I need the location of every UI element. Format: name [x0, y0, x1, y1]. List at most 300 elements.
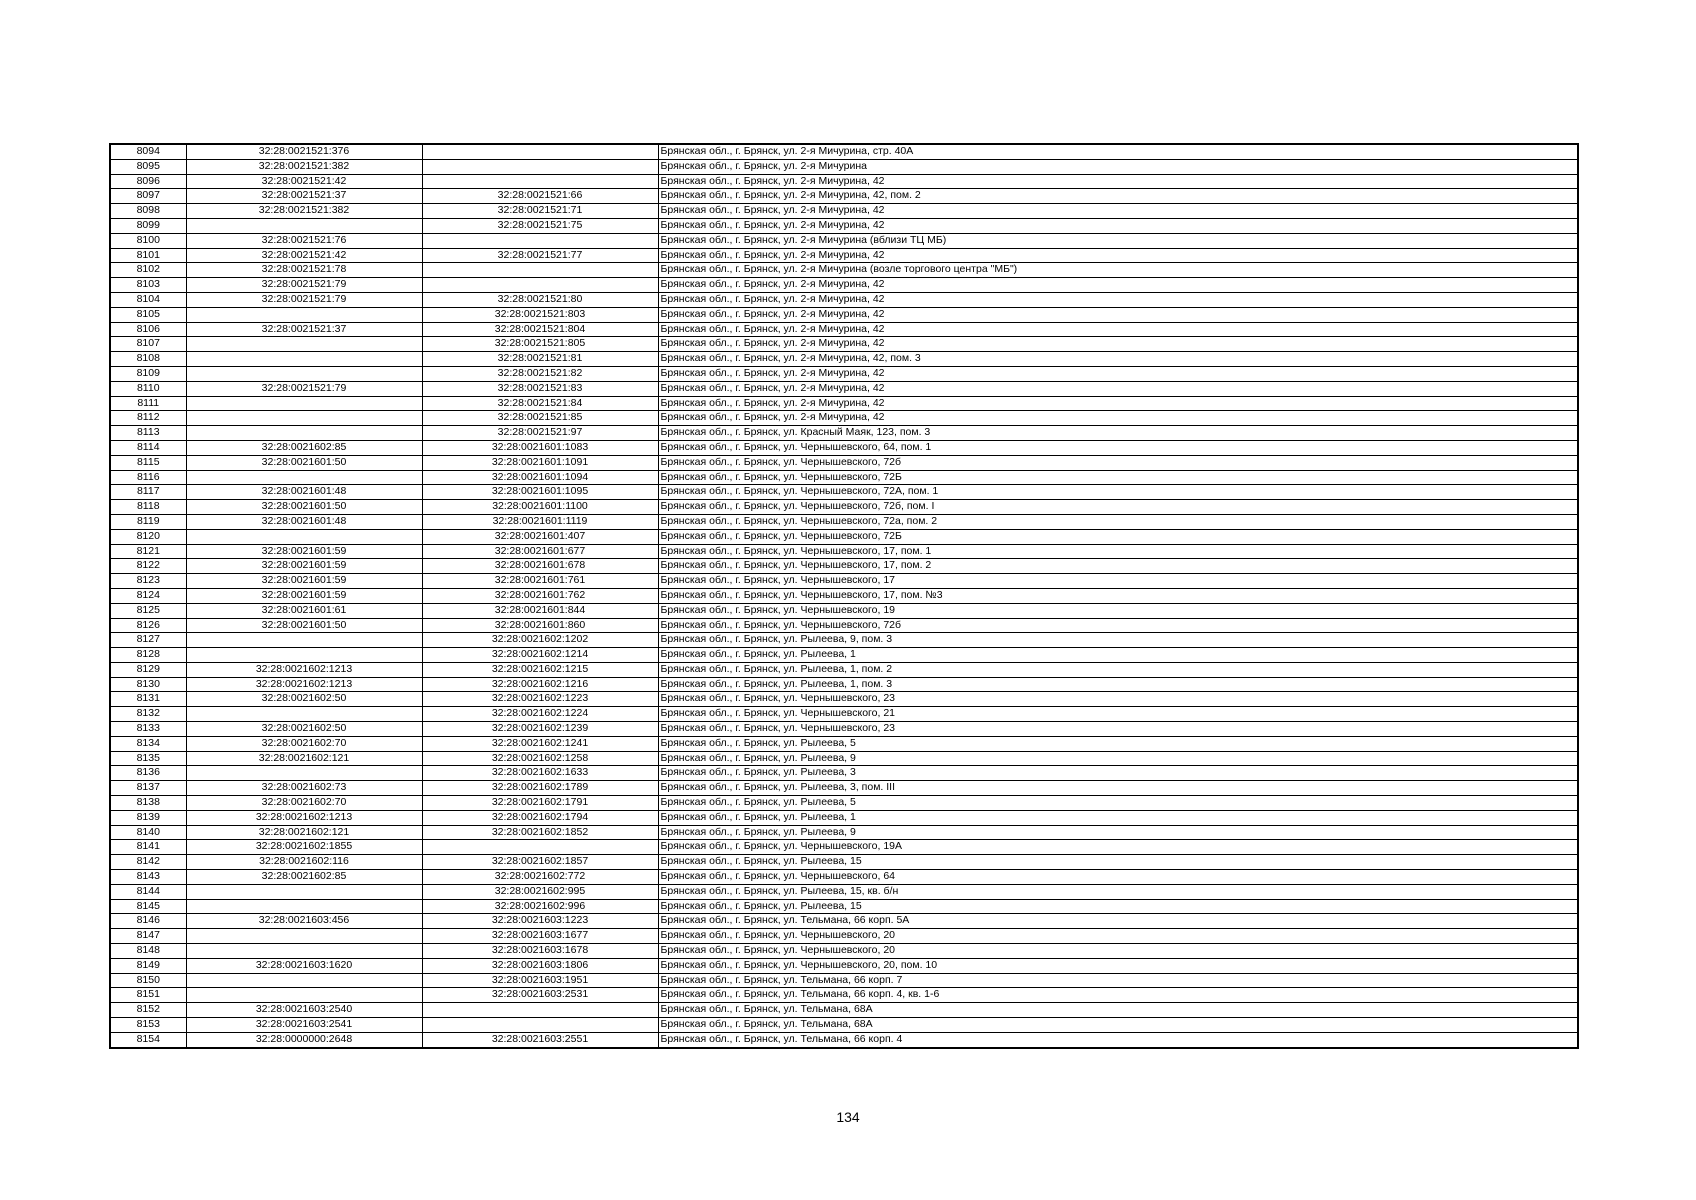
table-row — [110, 944, 1578, 959]
object-cadastral-number-cell: 32:28:0021521:84 — [422, 396, 658, 411]
land-cadastral-number-cell: 32:28:0021521:79 — [186, 381, 422, 396]
table-row — [110, 1032, 1578, 1047]
object-cadastral-number-cell — [422, 174, 658, 189]
land-cadastral-number-cell — [186, 884, 422, 899]
object-cadastral-number-cell: 32:28:0021521:85 — [422, 411, 658, 426]
land-cadastral-number-cell: 32:28:0021601:50 — [186, 455, 422, 470]
land-cadastral-number-cell: 32:28:0021603:2540 — [186, 1003, 422, 1018]
table-row — [110, 263, 1578, 278]
address-cell: Брянская обл., г. Брянск, ул. Рылеева, 15, кв. б/н — [658, 884, 1578, 899]
land-cadastral-number-cell: 32:28:0021602:1213 — [186, 810, 422, 825]
object-cadastral-number-cell: 32:28:0021521:80 — [422, 292, 658, 307]
table-row — [110, 455, 1578, 470]
table-row — [110, 574, 1578, 589]
table-row — [110, 470, 1578, 485]
address-cell: Брянская обл., г. Брянск, ул. Чернышевского, 19 — [658, 603, 1578, 618]
address-cell: Брянская обл., г. Брянск, ул. Чернышевского, 17 — [658, 574, 1578, 589]
object-cadastral-number-cell: 32:28:0021601:677 — [422, 544, 658, 559]
land-cadastral-number-cell: 32:28:0021602:85 — [186, 440, 422, 455]
address-cell: Брянская обл., г. Брянск, ул. Чернышевского, 72б — [658, 618, 1578, 633]
land-cadastral-number-cell: 32:28:0021521:78 — [186, 263, 422, 278]
address-cell: Брянская обл., г. Брянск, ул. 2-я Мичурина (возле торгового центра "МБ") — [658, 263, 1578, 278]
row-number-cell: 8128 — [110, 648, 186, 663]
address-cell: Брянская обл., г. Брянск, ул. 2-я Мичурина, 42 — [658, 292, 1578, 307]
land-cadastral-number-cell: 32:28:0021602:121 — [186, 825, 422, 840]
table-row — [110, 1018, 1578, 1033]
address-cell: Брянская обл., г. Брянск, ул. Тельмана, 68А — [658, 1003, 1578, 1018]
object-cadastral-number-cell: 32:28:0021603:2551 — [422, 1032, 658, 1047]
land-cadastral-number-cell: 32:28:0021521:382 — [186, 204, 422, 219]
row-number-cell: 8104 — [110, 292, 186, 307]
land-cadastral-number-cell — [186, 411, 422, 426]
table-row — [110, 500, 1578, 515]
row-number-cell: 8127 — [110, 633, 186, 648]
table-row — [110, 603, 1578, 618]
land-cadastral-number-cell: 32:28:0000000:2648 — [186, 1032, 422, 1047]
land-cadastral-number-cell — [186, 988, 422, 1003]
land-cadastral-number-cell: 32:28:0021603:2541 — [186, 1018, 422, 1033]
land-cadastral-number-cell: 32:28:0021521:376 — [186, 144, 422, 159]
table-row — [110, 766, 1578, 781]
table-row — [110, 485, 1578, 500]
object-cadastral-number-cell: 32:28:0021601:761 — [422, 574, 658, 589]
object-cadastral-number-cell: 32:28:0021602:1794 — [422, 810, 658, 825]
table-row — [110, 189, 1578, 204]
row-number-cell: 8146 — [110, 914, 186, 929]
table-row — [110, 884, 1578, 899]
table-row — [110, 426, 1578, 441]
row-number-cell: 8126 — [110, 618, 186, 633]
table-row — [110, 559, 1578, 574]
table-row — [110, 292, 1578, 307]
land-cadastral-number-cell — [186, 899, 422, 914]
land-cadastral-number-cell — [186, 929, 422, 944]
row-number-cell: 8134 — [110, 736, 186, 751]
object-cadastral-number-cell: 32:28:0021602:1791 — [422, 796, 658, 811]
row-number-cell: 8117 — [110, 485, 186, 500]
row-number-cell: 8151 — [110, 988, 186, 1003]
land-cadastral-number-cell: 32:28:0021601:50 — [186, 500, 422, 515]
address-cell: Брянская обл., г. Брянск, ул. Чернышевского, 72б — [658, 455, 1578, 470]
row-number-cell: 8150 — [110, 973, 186, 988]
table-row — [110, 588, 1578, 603]
address-cell: Брянская обл., г. Брянск, ул. 2-я Мичурина, 42 — [658, 248, 1578, 263]
address-cell: Брянская обл., г. Брянск, ул. Рылеева, 3 — [658, 766, 1578, 781]
object-cadastral-number-cell: 32:28:0021602:1857 — [422, 855, 658, 870]
land-cadastral-number-cell: 32:28:0021601:48 — [186, 514, 422, 529]
row-number-cell: 8098 — [110, 204, 186, 219]
object-cadastral-number-cell: 32:28:0021601:844 — [422, 603, 658, 618]
address-cell: Брянская обл., г. Брянск, ул. Чернышевского, 23 — [658, 692, 1578, 707]
address-cell: Брянская обл., г. Брянск, ул. Чернышевского, 72а, пом. 2 — [658, 514, 1578, 529]
object-cadastral-number-cell: 32:28:0021521:803 — [422, 307, 658, 322]
object-cadastral-number-cell — [422, 233, 658, 248]
land-cadastral-number-cell — [186, 529, 422, 544]
table-row — [110, 278, 1578, 293]
address-cell: Брянская обл., г. Брянск, ул. Чернышевского, 23 — [658, 722, 1578, 737]
land-cadastral-number-cell — [186, 648, 422, 663]
address-cell: Брянская обл., г. Брянск, ул. Рылеева, 3, пом. III — [658, 781, 1578, 796]
address-cell: Брянская обл., г. Брянск, ул. Чернышевского, 17, пом. 1 — [658, 544, 1578, 559]
object-cadastral-number-cell: 32:28:0021602:1852 — [422, 825, 658, 840]
object-cadastral-number-cell: 32:28:0021603:1806 — [422, 958, 658, 973]
row-number-cell: 8147 — [110, 929, 186, 944]
object-cadastral-number-cell: 32:28:0021602:1224 — [422, 707, 658, 722]
table-row — [110, 988, 1578, 1003]
table-row — [110, 973, 1578, 988]
land-cadastral-number-cell — [186, 307, 422, 322]
object-cadastral-number-cell: 32:28:0021601:860 — [422, 618, 658, 633]
land-cadastral-number-cell: 32:28:0021602:1213 — [186, 662, 422, 677]
address-cell: Брянская обл., г. Брянск, ул. Рылеева, 5 — [658, 736, 1578, 751]
table-row — [110, 366, 1578, 381]
table-row — [110, 174, 1578, 189]
row-number-cell: 8136 — [110, 766, 186, 781]
table-row — [110, 233, 1578, 248]
table-row — [110, 352, 1578, 367]
address-cell: Брянская обл., г. Брянск, ул. 2-я Мичурина (вблизи ТЦ МБ) — [658, 233, 1578, 248]
object-cadastral-number-cell: 32:28:0021602:1258 — [422, 751, 658, 766]
land-cadastral-number-cell: 32:28:0021521:76 — [186, 233, 422, 248]
row-number-cell: 8095 — [110, 159, 186, 174]
address-cell: Брянская обл., г. Брянск, ул. Рылеева, 1 — [658, 810, 1578, 825]
address-cell: Брянская обл., г. Брянск, ул. Рылеева, 1 — [658, 648, 1578, 663]
row-number-cell: 8125 — [110, 603, 186, 618]
land-cadastral-number-cell: 32:28:0021602:70 — [186, 796, 422, 811]
table-row — [110, 840, 1578, 855]
table-row — [110, 958, 1578, 973]
row-number-cell: 8129 — [110, 662, 186, 677]
land-cadastral-number-cell: 32:28:0021602:50 — [186, 692, 422, 707]
land-cadastral-number-cell: 32:28:0021602:1855 — [186, 840, 422, 855]
row-number-cell: 8109 — [110, 366, 186, 381]
row-number-cell: 8108 — [110, 352, 186, 367]
table-row — [110, 618, 1578, 633]
object-cadastral-number-cell: 32:28:0021521:82 — [422, 366, 658, 381]
address-cell: Брянская обл., г. Брянск, ул. Тельмана, 66 корп. 4 — [658, 1032, 1578, 1047]
land-cadastral-number-cell: 32:28:0021601:48 — [186, 485, 422, 500]
address-cell: Брянская обл., г. Брянск, ул. Рылеева, 1, пом. 3 — [658, 677, 1578, 692]
land-cadastral-number-cell: 32:28:0021601:59 — [186, 559, 422, 574]
object-cadastral-number-cell: 32:28:0021521:81 — [422, 352, 658, 367]
object-cadastral-number-cell: 32:28:0021602:1223 — [422, 692, 658, 707]
row-number-cell: 8114 — [110, 440, 186, 455]
address-cell: Брянская обл., г. Брянск, ул. 2-я Мичурина, 42 — [658, 174, 1578, 189]
address-cell: Брянская обл., г. Брянск, ул. Чернышевского, 17, пом. 2 — [658, 559, 1578, 574]
land-cadastral-number-cell — [186, 973, 422, 988]
registry-sheet — [109, 143, 1579, 1049]
row-number-cell: 8152 — [110, 1003, 186, 1018]
address-cell: Брянская обл., г. Брянск, ул. Чернышевского, 20, пом. 10 — [658, 958, 1578, 973]
object-cadastral-number-cell: 32:28:0021603:1678 — [422, 944, 658, 959]
land-cadastral-number-cell: 32:28:0021521:37 — [186, 322, 422, 337]
address-cell: Брянская обл., г. Брянск, ул. 2-я Мичурина — [658, 159, 1578, 174]
row-number-cell: 8145 — [110, 899, 186, 914]
table-row — [110, 411, 1578, 426]
table-row — [110, 929, 1578, 944]
row-number-cell: 8113 — [110, 426, 186, 441]
row-number-cell: 8116 — [110, 470, 186, 485]
object-cadastral-number-cell: 32:28:0021521:71 — [422, 204, 658, 219]
row-number-cell: 8131 — [110, 692, 186, 707]
land-cadastral-number-cell: 32:28:0021602:85 — [186, 870, 422, 885]
table-row — [110, 514, 1578, 529]
row-number-cell: 8111 — [110, 396, 186, 411]
row-number-cell: 8110 — [110, 381, 186, 396]
object-cadastral-number-cell: 32:28:0021602:995 — [422, 884, 658, 899]
row-number-cell: 8118 — [110, 500, 186, 515]
object-cadastral-number-cell: 32:28:0021601:678 — [422, 559, 658, 574]
land-cadastral-number-cell — [186, 426, 422, 441]
table-row — [110, 396, 1578, 411]
address-cell: Брянская обл., г. Брянск, ул. Чернышевского, 64, пом. 1 — [658, 440, 1578, 455]
row-number-cell: 8144 — [110, 884, 186, 899]
object-cadastral-number-cell: 32:28:0021601:1100 — [422, 500, 658, 515]
land-cadastral-number-cell: 32:28:0021602:116 — [186, 855, 422, 870]
table-row — [110, 677, 1578, 692]
land-cadastral-number-cell — [186, 633, 422, 648]
object-cadastral-number-cell: 32:28:0021603:2531 — [422, 988, 658, 1003]
object-cadastral-number-cell — [422, 1003, 658, 1018]
table-row — [110, 722, 1578, 737]
land-cadastral-number-cell: 32:28:0021601:59 — [186, 544, 422, 559]
table-row — [110, 144, 1578, 159]
row-number-cell: 8096 — [110, 174, 186, 189]
page-number: 134 — [836, 1109, 860, 1125]
object-cadastral-number-cell — [422, 278, 658, 293]
row-number-cell: 8101 — [110, 248, 186, 263]
table-row — [110, 248, 1578, 263]
object-cadastral-number-cell: 32:28:0021521:77 — [422, 248, 658, 263]
address-cell: Брянская обл., г. Брянск, ул. 2-я Мичурина, 42, пом. 3 — [658, 352, 1578, 367]
object-cadastral-number-cell: 32:28:0021602:1789 — [422, 781, 658, 796]
address-cell: Брянская обл., г. Брянск, ул. 2-я Мичурина, стр. 40А — [658, 144, 1578, 159]
object-cadastral-number-cell: 32:28:0021602:1202 — [422, 633, 658, 648]
land-cadastral-number-cell — [186, 396, 422, 411]
table-row — [110, 781, 1578, 796]
address-cell: Брянская обл., г. Брянск, ул. Чернышевского, 19А — [658, 840, 1578, 855]
table-row — [110, 440, 1578, 455]
row-number-cell: 8100 — [110, 233, 186, 248]
address-cell: Брянская обл., г. Брянск, ул. Чернышевского, 64 — [658, 870, 1578, 885]
address-cell: Брянская обл., г. Брянск, ул. 2-я Мичурина, 42 — [658, 204, 1578, 219]
table-row — [110, 899, 1578, 914]
row-number-cell: 8106 — [110, 322, 186, 337]
object-cadastral-number-cell: 32:28:0021603:1223 — [422, 914, 658, 929]
row-number-cell: 8099 — [110, 218, 186, 233]
land-cadastral-number-cell: 32:28:0021602:50 — [186, 722, 422, 737]
land-cadastral-number-cell — [186, 337, 422, 352]
row-number-cell: 8137 — [110, 781, 186, 796]
row-number-cell: 8141 — [110, 840, 186, 855]
row-number-cell: 8132 — [110, 707, 186, 722]
land-cadastral-number-cell — [186, 766, 422, 781]
address-cell: Брянская обл., г. Брянск, ул. Чернышевского, 20 — [658, 944, 1578, 959]
object-cadastral-number-cell: 32:28:0021601:1094 — [422, 470, 658, 485]
object-cadastral-number-cell: 32:28:0021601:1119 — [422, 514, 658, 529]
object-cadastral-number-cell: 32:28:0021601:1095 — [422, 485, 658, 500]
row-number-cell: 8103 — [110, 278, 186, 293]
object-cadastral-number-cell: 32:28:0021601:1091 — [422, 455, 658, 470]
address-cell: Брянская обл., г. Брянск, ул. Тельмана, 68А — [658, 1018, 1578, 1033]
land-cadastral-number-cell: 32:28:0021521:382 — [186, 159, 422, 174]
registry-table — [109, 143, 1579, 1049]
table-row — [110, 1003, 1578, 1018]
address-cell: Брянская обл., г. Брянск, ул. Тельмана, 66 корп. 5А — [658, 914, 1578, 929]
object-cadastral-number-cell — [422, 840, 658, 855]
address-cell: Брянская обл., г. Брянск, ул. Чернышевского, 72Б — [658, 529, 1578, 544]
address-cell: Брянская обл., г. Брянск, ул. 2-я Мичурина, 42 — [658, 278, 1578, 293]
address-cell: Брянская обл., г. Брянск, ул. Тельмана, 66 корп. 4, кв. 1-6 — [658, 988, 1578, 1003]
address-cell: Брянская обл., г. Брянск, ул. Чернышевского, 72Б — [658, 470, 1578, 485]
land-cadastral-number-cell: 32:28:0021603:456 — [186, 914, 422, 929]
row-number-cell: 8107 — [110, 337, 186, 352]
table-row — [110, 648, 1578, 663]
table-row — [110, 870, 1578, 885]
object-cadastral-number-cell: 32:28:0021602:996 — [422, 899, 658, 914]
row-number-cell: 8153 — [110, 1018, 186, 1033]
row-number-cell: 8133 — [110, 722, 186, 737]
object-cadastral-number-cell: 32:28:0021521:66 — [422, 189, 658, 204]
address-cell: Брянская обл., г. Брянск, ул. 2-я Мичурина, 42 — [658, 218, 1578, 233]
table-row — [110, 381, 1578, 396]
address-cell: Брянская обл., г. Брянск, ул. Чернышевского, 72б, пом. I — [658, 500, 1578, 515]
row-number-cell: 8138 — [110, 796, 186, 811]
table-row — [110, 307, 1578, 322]
land-cadastral-number-cell: 32:28:0021521:42 — [186, 174, 422, 189]
object-cadastral-number-cell — [422, 144, 658, 159]
row-number-cell: 8130 — [110, 677, 186, 692]
address-cell: Брянская обл., г. Брянск, ул. Чернышевского, 20 — [658, 929, 1578, 944]
table-row — [110, 529, 1578, 544]
object-cadastral-number-cell: 32:28:0021602:1241 — [422, 736, 658, 751]
land-cadastral-number-cell — [186, 352, 422, 367]
object-cadastral-number-cell: 32:28:0021601:407 — [422, 529, 658, 544]
table-row — [110, 914, 1578, 929]
object-cadastral-number-cell: 32:28:0021601:762 — [422, 588, 658, 603]
land-cadastral-number-cell: 32:28:0021601:59 — [186, 574, 422, 589]
land-cadastral-number-cell: 32:28:0021601:59 — [186, 588, 422, 603]
row-number-cell: 8154 — [110, 1032, 186, 1047]
address-cell: Брянская обл., г. Брянск, ул. 2-я Мичурина, 42 — [658, 411, 1578, 426]
table-row — [110, 159, 1578, 174]
row-number-cell: 8119 — [110, 514, 186, 529]
table-row — [110, 736, 1578, 751]
row-number-cell: 8149 — [110, 958, 186, 973]
row-number-cell: 8123 — [110, 574, 186, 589]
object-cadastral-number-cell — [422, 1018, 658, 1033]
address-cell: Брянская обл., г. Брянск, ул. 2-я Мичурина, 42 — [658, 366, 1578, 381]
address-cell: Брянская обл., г. Брянск, ул. 2-я Мичурина, 42 — [658, 337, 1578, 352]
row-number-cell: 8140 — [110, 825, 186, 840]
address-cell: Брянская обл., г. Брянск, ул. 2-я Мичурина, 42 — [658, 396, 1578, 411]
object-cadastral-number-cell: 32:28:0021603:1677 — [422, 929, 658, 944]
table-row — [110, 322, 1578, 337]
land-cadastral-number-cell — [186, 218, 422, 233]
object-cadastral-number-cell: 32:28:0021602:1633 — [422, 766, 658, 781]
land-cadastral-number-cell: 32:28:0021521:79 — [186, 292, 422, 307]
row-number-cell: 8122 — [110, 559, 186, 574]
address-cell: Брянская обл., г. Брянск, ул. 2-я Мичурина, 42 — [658, 307, 1578, 322]
address-cell: Брянская обл., г. Брянск, ул. Чернышевского, 72А, пом. 1 — [658, 485, 1578, 500]
row-number-cell: 8142 — [110, 855, 186, 870]
row-number-cell: 8139 — [110, 810, 186, 825]
row-number-cell: 8143 — [110, 870, 186, 885]
row-number-cell: 8120 — [110, 529, 186, 544]
address-cell: Брянская обл., г. Брянск, ул. Рылеева, 5 — [658, 796, 1578, 811]
land-cadastral-number-cell: 32:28:0021602:70 — [186, 736, 422, 751]
row-number-cell: 8102 — [110, 263, 186, 278]
object-cadastral-number-cell: 32:28:0021521:83 — [422, 381, 658, 396]
object-cadastral-number-cell: 32:28:0021603:1951 — [422, 973, 658, 988]
land-cadastral-number-cell: 32:28:0021521:42 — [186, 248, 422, 263]
table-row — [110, 204, 1578, 219]
address-cell: Брянская обл., г. Брянск, ул. Рылеева, 9, пом. 3 — [658, 633, 1578, 648]
land-cadastral-number-cell — [186, 470, 422, 485]
land-cadastral-number-cell: 32:28:0021521:37 — [186, 189, 422, 204]
table-row — [110, 218, 1578, 233]
address-cell: Брянская обл., г. Брянск, ул. Рылеева, 15 — [658, 855, 1578, 870]
land-cadastral-number-cell: 32:28:0021602:121 — [186, 751, 422, 766]
row-number-cell: 8148 — [110, 944, 186, 959]
object-cadastral-number-cell: 32:28:0021602:1216 — [422, 677, 658, 692]
land-cadastral-number-cell — [186, 366, 422, 381]
object-cadastral-number-cell: 32:28:0021602:772 — [422, 870, 658, 885]
row-number-cell: 8121 — [110, 544, 186, 559]
row-number-cell: 8115 — [110, 455, 186, 470]
land-cadastral-number-cell — [186, 944, 422, 959]
land-cadastral-number-cell: 32:28:0021602:1213 — [186, 677, 422, 692]
address-cell: Брянская обл., г. Брянск, ул. Рылеева, 1, пом. 2 — [658, 662, 1578, 677]
address-cell: Брянская обл., г. Брянск, ул. 2-я Мичурина, 42 — [658, 381, 1578, 396]
table-row — [110, 825, 1578, 840]
land-cadastral-number-cell: 32:28:0021602:73 — [186, 781, 422, 796]
address-cell: Брянская обл., г. Брянск, ул. Рылеева, 9 — [658, 751, 1578, 766]
land-cadastral-number-cell: 32:28:0021601:50 — [186, 618, 422, 633]
object-cadastral-number-cell: 32:28:0021521:97 — [422, 426, 658, 441]
land-cadastral-number-cell: 32:28:0021603:1620 — [186, 958, 422, 973]
table-row — [110, 692, 1578, 707]
object-cadastral-number-cell — [422, 159, 658, 174]
address-cell: Брянская обл., г. Брянск, ул. Чернышевского, 17, пом. №3 — [658, 588, 1578, 603]
address-cell: Брянская обл., г. Брянск, ул. 2-я Мичурина, 42 — [658, 322, 1578, 337]
table-row — [110, 544, 1578, 559]
land-cadastral-number-cell: 32:28:0021601:61 — [186, 603, 422, 618]
address-cell: Брянская обл., г. Брянск, ул. 2-я Мичурина, 42, пом. 2 — [658, 189, 1578, 204]
object-cadastral-number-cell: 32:28:0021521:75 — [422, 218, 658, 233]
row-number-cell: 8112 — [110, 411, 186, 426]
land-cadastral-number-cell — [186, 707, 422, 722]
row-number-cell: 8097 — [110, 189, 186, 204]
address-cell: Брянская обл., г. Брянск, ул. Рылеева, 9 — [658, 825, 1578, 840]
row-number-cell: 8105 — [110, 307, 186, 322]
row-number-cell: 8124 — [110, 588, 186, 603]
row-number-cell: 8135 — [110, 751, 186, 766]
address-cell: Брянская обл., г. Брянск, ул. Красный Маяк, 123, пом. 3 — [658, 426, 1578, 441]
table-row — [110, 855, 1578, 870]
table-row — [110, 633, 1578, 648]
address-cell: Брянская обл., г. Брянск, ул. Тельмана, 66 корп. 7 — [658, 973, 1578, 988]
address-cell: Брянская обл., г. Брянск, ул. Рылеева, 15 — [658, 899, 1578, 914]
table-row — [110, 337, 1578, 352]
table-row — [110, 796, 1578, 811]
table-row — [110, 810, 1578, 825]
table-row — [110, 662, 1578, 677]
address-cell: Брянская обл., г. Брянск, ул. Чернышевского, 21 — [658, 707, 1578, 722]
land-cadastral-number-cell: 32:28:0021521:79 — [186, 278, 422, 293]
object-cadastral-number-cell: 32:28:0021521:805 — [422, 337, 658, 352]
table-row — [110, 707, 1578, 722]
